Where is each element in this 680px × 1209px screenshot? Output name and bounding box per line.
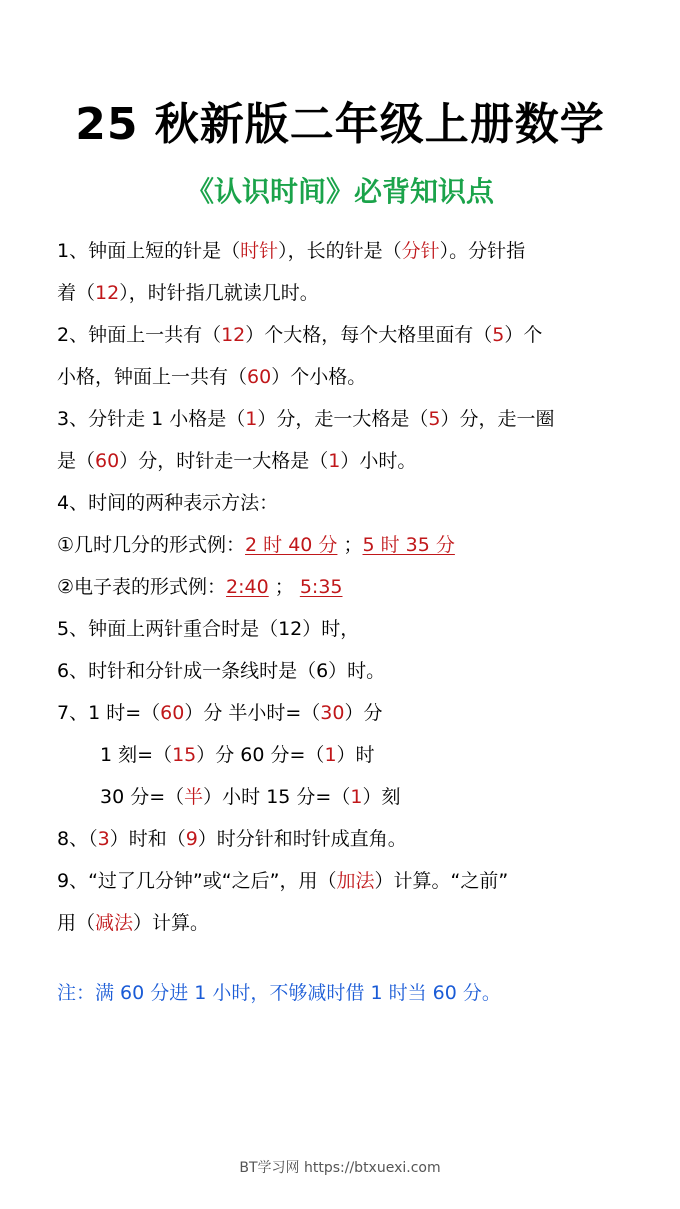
item-6: 6、时针和分针成一条线时是（6）时。: [57, 660, 386, 682]
item-3-line-2: 是（60）分，时针走一大格是（1）小时。: [57, 450, 417, 472]
answer: 5: [428, 408, 441, 430]
answer: 1: [328, 450, 341, 472]
answer: 12: [95, 282, 120, 304]
answer: 1: [245, 408, 258, 430]
item-1-line-2: 着（12），时针指几就读几时。: [57, 282, 319, 304]
item-4-example-2: ②电子表的形式例：2:40 ； 5:35: [57, 576, 343, 598]
item-2-line-1: 2、钟面上一共有（12）个大格，每个大格里面有（5）个: [57, 324, 543, 346]
answer: 5: [492, 324, 505, 346]
answer: 15: [172, 744, 197, 766]
item-9-line-1: 9、“过了几分钟”或“之后”，用（加法）计算。“之前”: [57, 870, 509, 892]
answer: 减法: [95, 912, 134, 934]
item-7-line-1: 7、1 时=（60）分 半小时=（30）分: [57, 702, 383, 724]
item-1-line-1: 1、钟面上短的针是（时针），长的针是（分针）。分针指: [57, 240, 526, 262]
answer: 1: [324, 744, 337, 766]
item-3-line-1: 3、分针走 1 小格是（1）分，走一大格是（5）分，走一圈: [57, 408, 555, 430]
answer: 半: [184, 786, 204, 808]
answer: 2:40: [226, 576, 269, 598]
page-subtitle: 《认识时间》必背知识点: [185, 175, 494, 208]
item-7-line-3: 30 分=（半）小时 15 分=（1）刻: [100, 786, 401, 808]
item-4-heading: 4、时间的两种表示方法：: [57, 492, 279, 514]
answer: 时针: [240, 240, 279, 262]
note-text: 注：满 60 分进 1 小时，不够减时借 1 时当 60 分。: [57, 982, 501, 1004]
answer: 5 时 35 分: [362, 534, 455, 556]
item-5: 5、钟面上两针重合时是（12）时，: [57, 618, 360, 640]
knowledge-list: [57, 230, 647, 944]
item-4-example-1: ①几时几分的形式例：2 时 40 分 ；5 时 35 分: [57, 534, 455, 556]
footer-watermark: BT学习网 https://btxuexi.com: [239, 1160, 441, 1176]
page-title: 25 秋新版二年级上册数学: [75, 99, 605, 150]
item-2-line-2: 小格，钟面上一共有（60）个小格。: [57, 366, 367, 388]
item-7-line-2: 1 刻=（15）分 60 分=（1）时: [100, 744, 375, 766]
answer: 加法: [336, 870, 375, 892]
answer: 60: [95, 450, 120, 472]
item-9-line-2: 用（减法）计算。: [57, 912, 210, 934]
answer: 9: [185, 828, 198, 850]
answer: 30: [320, 702, 345, 724]
answer: 分针: [401, 240, 440, 262]
answer: 2 时 40 分: [245, 534, 338, 556]
answer: 3: [97, 828, 110, 850]
item-8: 8、（3）时和（9）时分针和时针成直角。: [57, 828, 407, 850]
answer: 60: [160, 702, 185, 724]
answer: 12: [221, 324, 246, 346]
answer: 60: [247, 366, 272, 388]
answer: 5:35: [299, 576, 343, 598]
answer: 1: [350, 786, 363, 808]
